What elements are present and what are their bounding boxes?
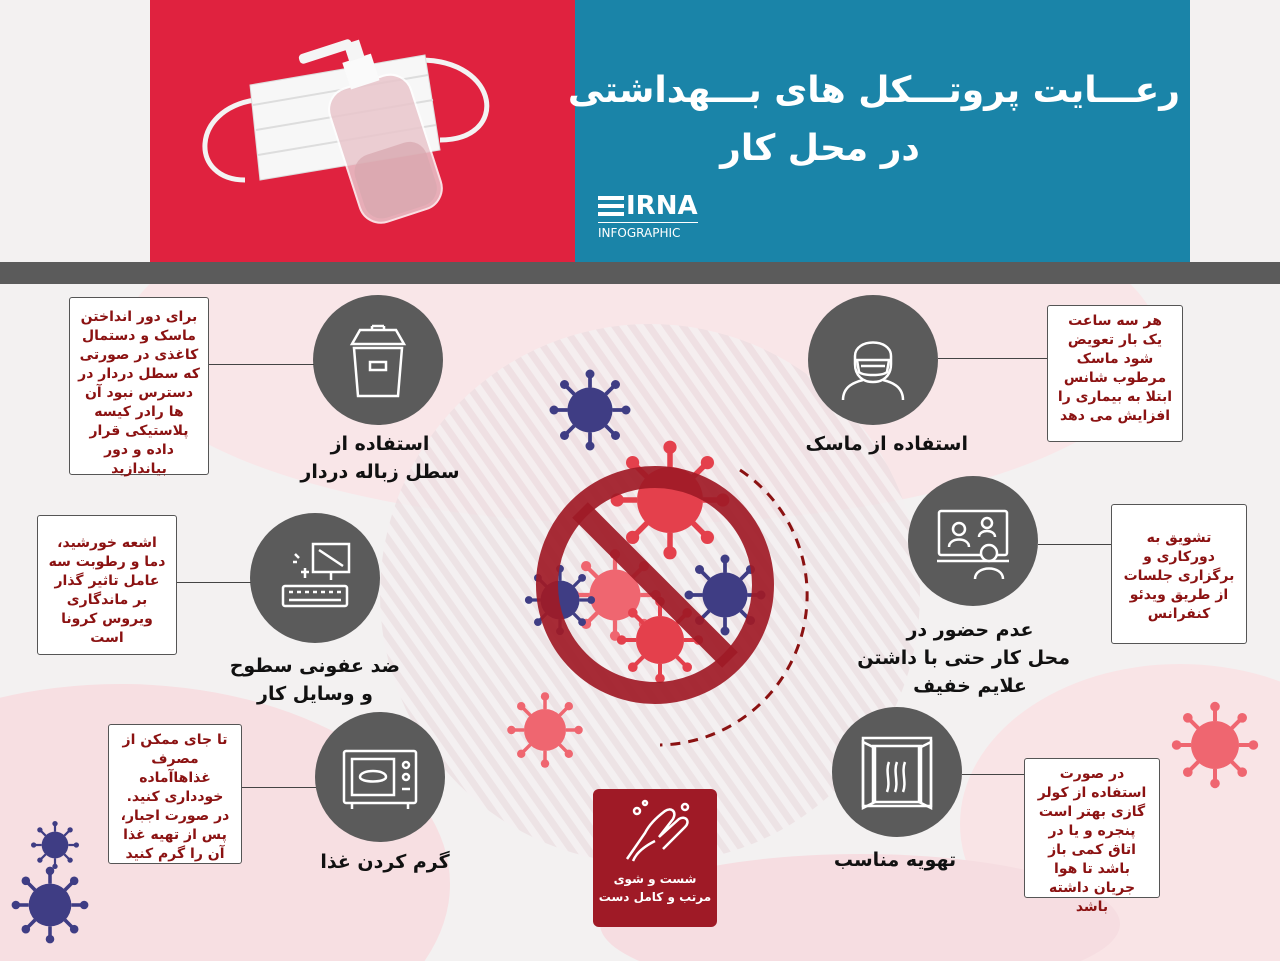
food-connector [241, 787, 316, 788]
disinfect-note: اشعه خورشید، دما و رطوبت سه عامل تاثیر گذار بر ماندگاری ویروس کرونا است [37, 515, 177, 655]
mask-connector [938, 358, 1048, 359]
disinfect-connector [176, 582, 251, 583]
handwash-label-line-1: شست و شوی [613, 872, 697, 886]
bin-note: برای دور انداختن ماسک و دستمال کاغذی در صورتی که سطل دردار در دسترس نبود آن ها رادر کیسه پلاستیکی قرار داده و دور بیاندازید [69, 297, 209, 475]
food-circle [315, 712, 445, 842]
open-window-icon [857, 732, 937, 812]
microwave-icon [340, 737, 420, 817]
mask-label: استفاده از ماسک [805, 433, 968, 455]
bin-connector [208, 364, 314, 365]
ventilation-circle [832, 707, 962, 837]
page-title-line-1: رعـــایت پروتـــکل های بـــهداشتی [567, 70, 1180, 111]
bin-circle [313, 295, 443, 425]
virus-decoration-bottom-left-small [30, 820, 80, 870]
virus-decoration-right [1170, 700, 1260, 790]
mask-sanitizer-illustration [150, 0, 575, 262]
remote-circle [908, 476, 1038, 606]
disinfect-label-line-2: و وسایل کار [257, 683, 373, 705]
remote-label-line-1: عدم حضور در [906, 619, 1034, 641]
handwash-label-line-2: مرتب و کامل دست [598, 890, 712, 904]
handwash-box [593, 789, 717, 927]
logo-name: IRNA [626, 191, 698, 221]
computer-disinfect-icon [275, 538, 355, 618]
virus-prohibition-graphic [500, 350, 820, 770]
virus-decoration-bottom-left [10, 865, 90, 945]
ventilation-label: تهویه مناسب [833, 849, 957, 871]
video-conference-icon [933, 501, 1013, 581]
hand-wash-icon [593, 789, 717, 869]
header-divider-band [0, 262, 1280, 284]
remote-label-line-3: علایم خفیف [913, 675, 1027, 697]
header-left-margin [0, 0, 150, 262]
header-photo-mask-sanitizer [150, 0, 575, 262]
handwash-label [593, 870, 717, 906]
disinfect-circle [250, 513, 380, 643]
masked-person-icon [833, 320, 913, 400]
bin-label-line-2: سطل زباله دردار [300, 461, 460, 483]
bin-label-line-1: استفاده از [330, 433, 430, 455]
irna-logo [598, 192, 698, 241]
logo-subtitle: INFOGRAPHIC [598, 222, 698, 241]
page-title-line-2: در محل کار [720, 128, 920, 169]
remote-connector [1038, 544, 1112, 545]
ventilation-note: در صورت استفاده از کولر گازی بهتر است پنجره و یا در اتاق کمی باز باشد تا هوا جریان داشته باشد [1024, 758, 1160, 898]
mask-circle [808, 295, 938, 425]
food-label: گرم کردن غذا [320, 851, 450, 873]
disinfect-label-line-1: ضد عفونی سطوح [229, 655, 400, 677]
ventilation-connector [962, 774, 1024, 775]
food-note: تا جای ممکن از مصرف غذاهاآماده خودداری کنید. در صورت اجبار، پس از تهیه غذا آن را گرم کنید [108, 724, 242, 864]
mask-note: هر سه ساعت یک بار تعویض شود ماسک مرطوب شانس ابتلا به بیماری را افزایش می دهد [1047, 305, 1183, 442]
remote-label-line-2: محل کار حتی با داشتن [857, 647, 1070, 669]
irna-stripes-icon [598, 193, 624, 219]
header-right-margin [1190, 0, 1280, 262]
trash-bin-icon [338, 320, 418, 400]
remote-note: تشویق به دورکاری و برگزاری جلسات از طریق ویدئو کنفرانس [1111, 504, 1247, 644]
